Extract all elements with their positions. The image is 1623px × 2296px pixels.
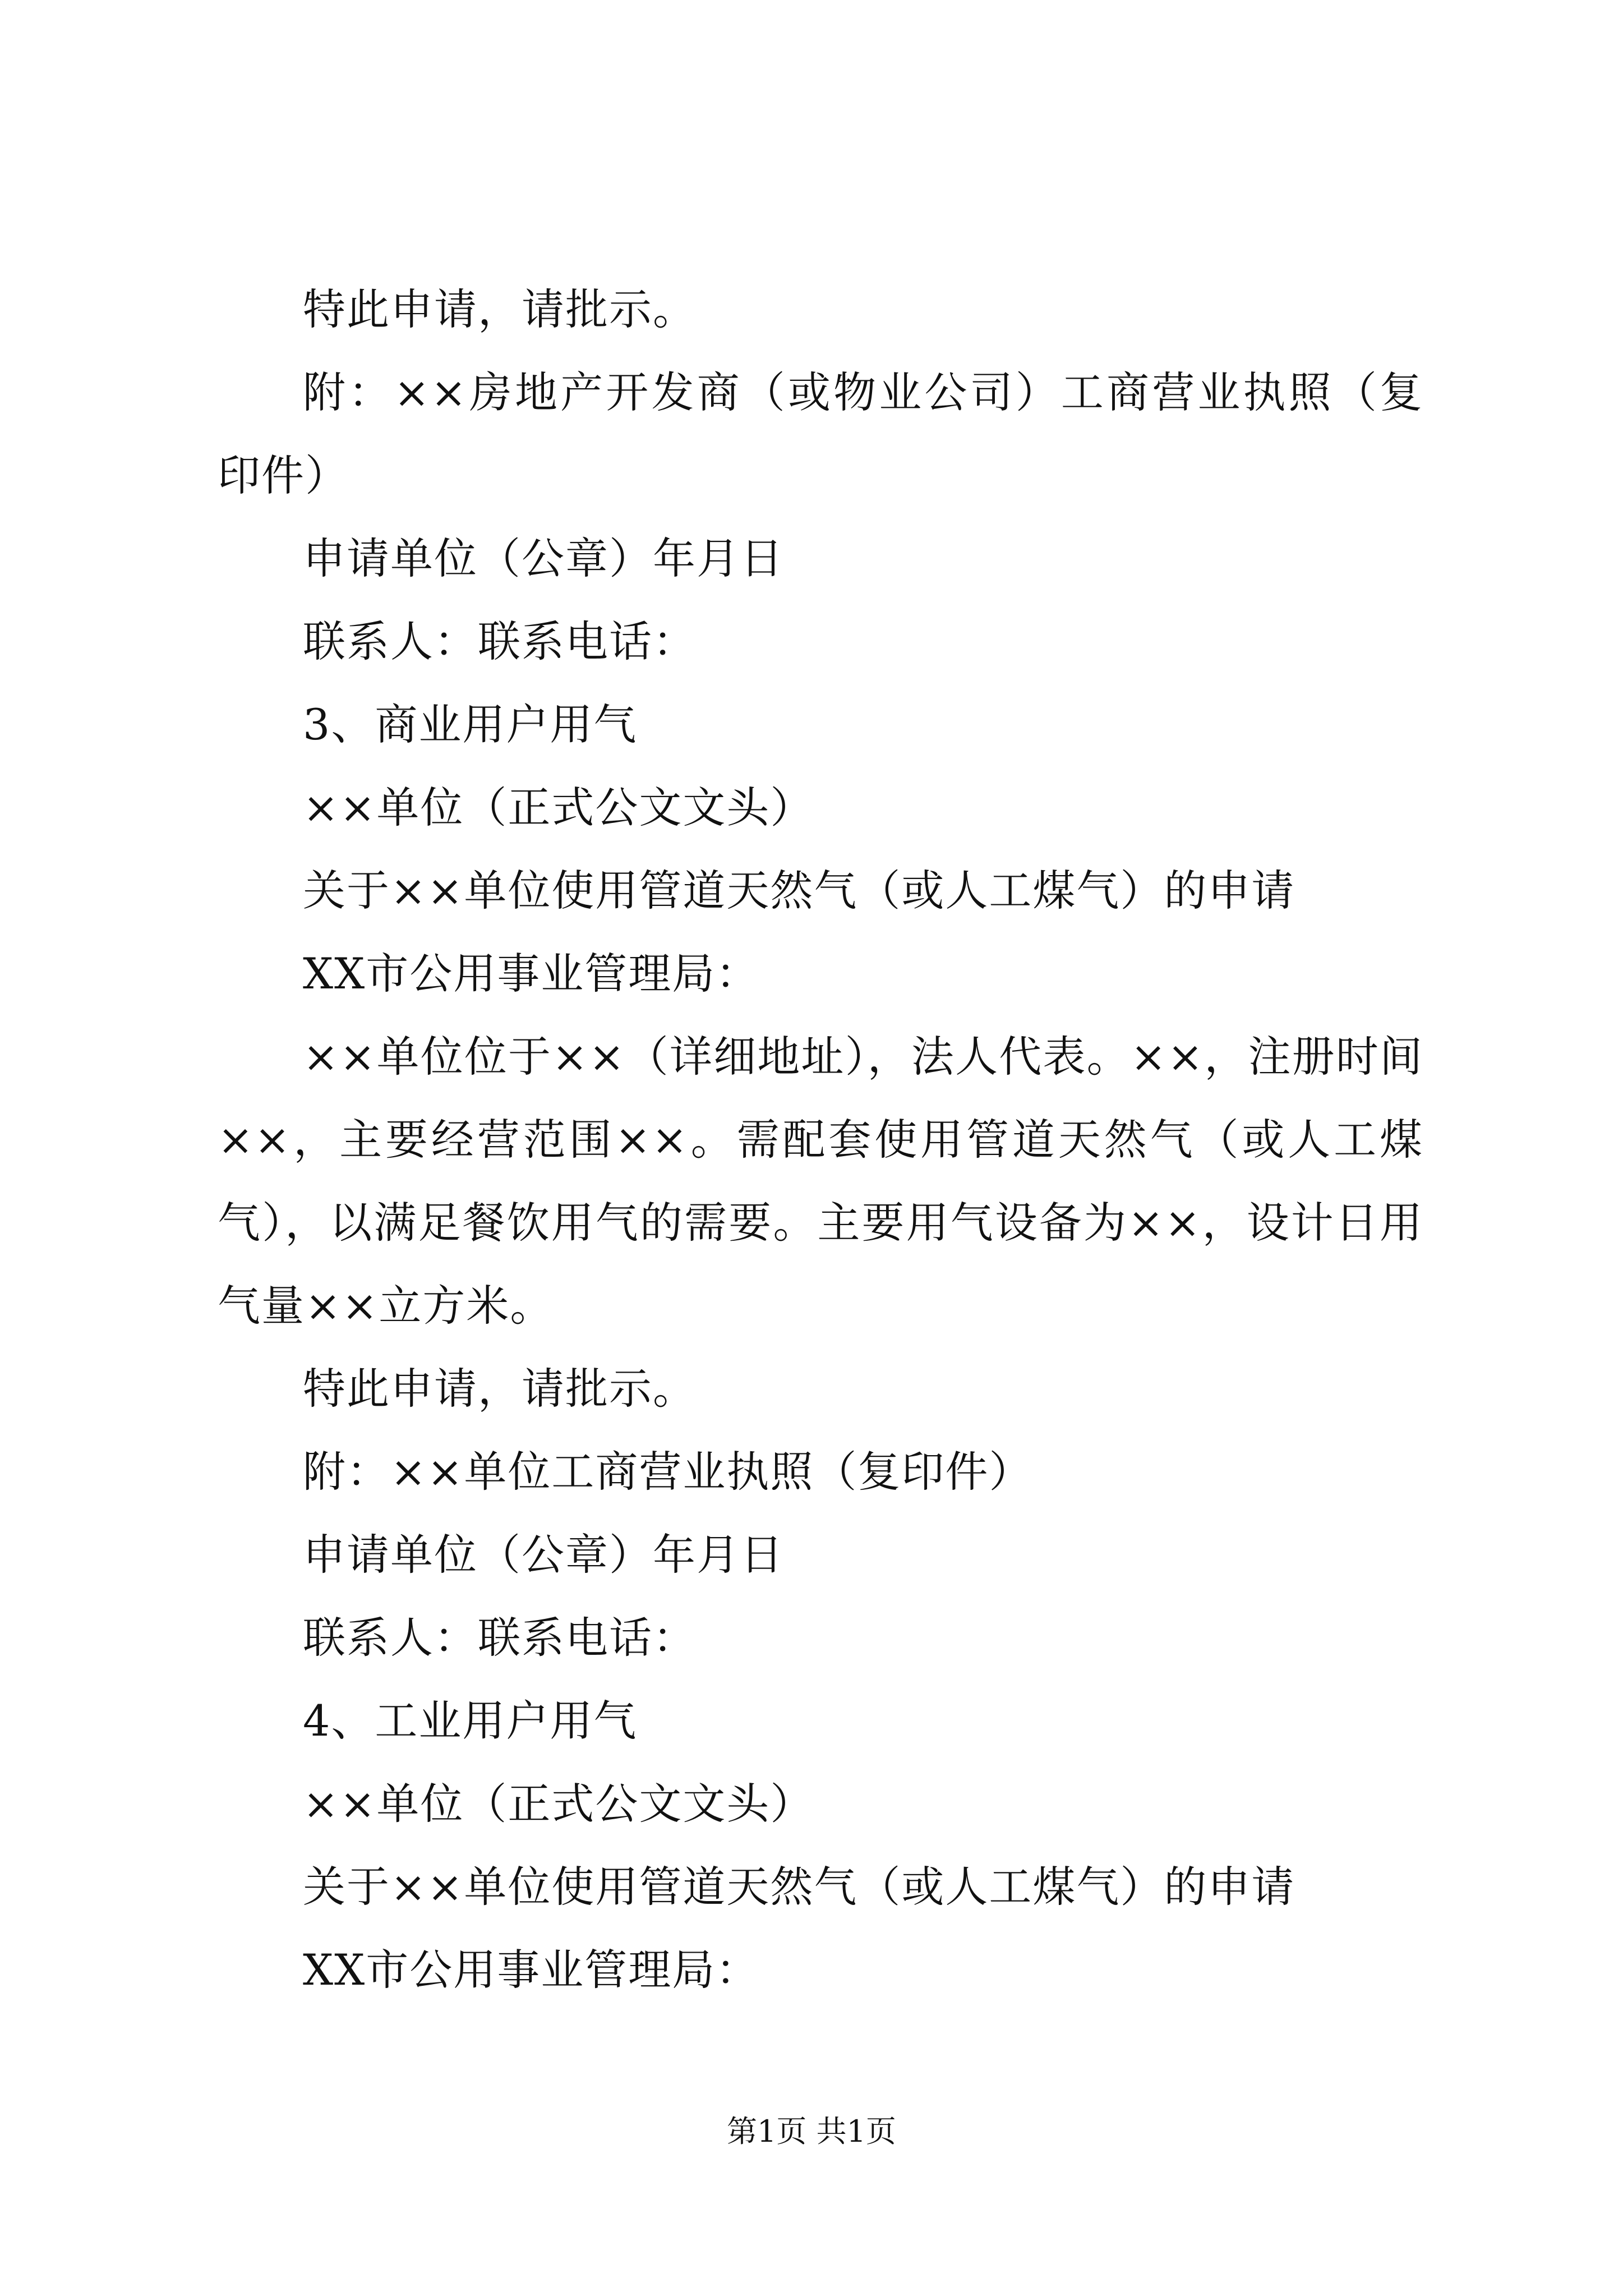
paragraph-request-closing-2: 特此申请，请批示。 — [303, 1364, 697, 1414]
paragraph-title-1: 关于××单位使用管道天然气（或人工煤气）的申请 — [303, 866, 1295, 915]
section-heading-commercial: 3、商业用户用气 — [303, 700, 638, 749]
paragraph-attachment-1: 附：××房地产开发商（或物业公司）工商营业执照（复印件） — [218, 367, 1423, 500]
paragraph-contact-2: 联系人：联系电话： — [303, 1613, 697, 1663]
paragraph-applicant-seal-2: 申请单位（公章）年月日 — [303, 1530, 784, 1580]
page-number-footer: 第1页 共1页 — [727, 2114, 896, 2149]
paragraph-attachment-2: 附：××单位工商营业执照（复印件） — [303, 1447, 1033, 1497]
paragraph-addressee-2: XX市公用事业管理局： — [303, 1945, 760, 1995]
section-heading-industrial: 4、工业用户用气 — [303, 1696, 638, 1746]
paragraph-contact-1: 联系人：联系电话： — [303, 616, 697, 666]
paragraph-addressee-1: XX市公用事业管理局： — [303, 949, 760, 999]
paragraph-letterhead-2: ××单位（正式公文文头） — [303, 1779, 814, 1829]
paragraph-title-2: 关于××单位使用管道天然气（或人工煤气）的申请 — [303, 1862, 1295, 1912]
paragraph-letterhead-1: ××单位（正式公文文头） — [303, 783, 814, 832]
paragraph-body-commercial: ××单位位于××（详细地址），法人代表。××，注册时间××，主要经营范围××。需配套使用管道天然气（或人工煤气），以满足餐饮用气的需要。主要用气设备为××，设计日用气量××立方米。 — [218, 1032, 1423, 1331]
paragraph-request-closing-1: 特此申请，请批示。 — [303, 284, 697, 334]
paragraph-applicant-seal-1: 申请单位（公章）年月日 — [303, 533, 784, 583]
document-body — [218, 268, 1423, 2012]
